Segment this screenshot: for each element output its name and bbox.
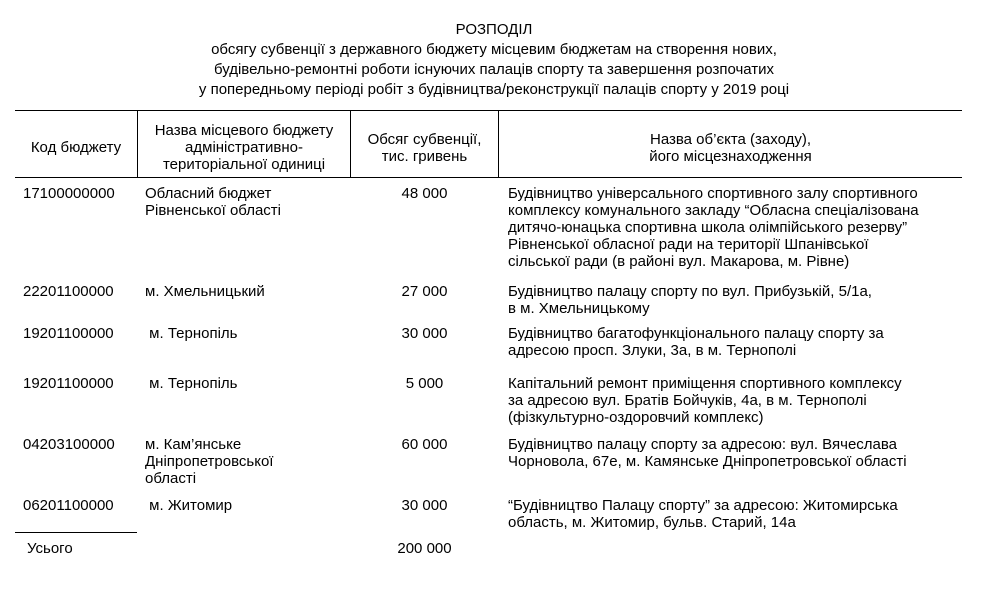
table-row-1-code: 17100000000: [23, 185, 115, 202]
table-row-2-amount: 27 000: [401, 283, 448, 300]
column-header-amount: [351, 131, 498, 165]
column-header-budget-name-line-3: територіальної одиниці: [162, 156, 326, 173]
total-amount: 200 000: [397, 540, 452, 557]
column-header-amount-line-2: тис. гривень: [381, 148, 468, 165]
total-label: Усього: [27, 540, 73, 557]
column-header-object: [499, 131, 962, 165]
column-header-object-line-2: його місцезнаходження: [649, 148, 812, 165]
table-row-2-budget: м. Хмельницький: [145, 283, 265, 300]
table-row-4-budget: м. Тернопіль: [145, 375, 238, 392]
table-row-3-object: Будівництво багатофункціонального палацу спорту за адресою просп. Злуки, 3а, в м. Тернополі: [508, 325, 884, 359]
column-header-budget-name: [138, 122, 350, 173]
document-subtitle-line-1: обсягу субвенції з державного бюджету місцевим бюджетам на створення нових,: [211, 41, 777, 58]
table-row-3-code: 19201100000: [23, 325, 114, 342]
table-header-bottom-rule: [15, 177, 962, 178]
table-row-5-object: Будівництво палацу спорту за адресою: вул. Вячеслава Чорновола, 67е, м. Камянське Дніпропетровської області: [508, 436, 907, 470]
table-row-5-amount: 60 000: [401, 436, 448, 453]
table-top-rule: [15, 110, 962, 111]
table-row-5-code: 04203100000: [23, 436, 115, 453]
table-row-6-amount: 30 000: [401, 497, 448, 514]
column-header-amount-line-1: Обсяг субвенції,: [367, 131, 482, 148]
column-header-object-line-1: Назва об’єкта (заходу),: [649, 131, 812, 148]
table-row-6-code: 06201100000: [23, 497, 114, 514]
document-subtitle-line-2: будівельно-ремонтні роботи існуючих палаців спорту та завершення розпочатих: [213, 61, 775, 78]
table-row-3-budget: м. Тернопіль: [145, 325, 238, 342]
table-row-5-budget: м. Кам’янське Дніпропетровської області: [145, 436, 274, 487]
document-subtitle-line-3: у попередньому періоді робіт з будівництва/реконструкції палаців спорту у 2019 році: [198, 81, 790, 98]
table-row-6-budget: м. Житомир: [145, 497, 233, 514]
document-title-block: [0, 20, 988, 100]
table-row-4-amount: 5 000: [405, 375, 444, 392]
table-row-2-object: Будівництво палацу спорту по вул. Прибузькій, 5/1а, в м. Хмельницькому: [508, 283, 872, 317]
table-row-1-object: Будівництво універсального спортивного залу спортивного комплексу комунального закладу “Обласна спеціалізована дитячо-юнацька спортивна школа олімпійського резерву” Рівненської обласної ради на території Шпанівської сільської ради (в районі вул. Макарова, м. Рівне): [508, 185, 919, 270]
table-row-4-code: 19201100000: [23, 375, 114, 392]
document-title: РОЗПОДІЛ: [455, 21, 533, 38]
table-row-1-budget: Обласний бюджет Рівненської області: [145, 185, 281, 219]
column-header-budget-name-line-2: адміністративно-: [185, 139, 303, 156]
column-header-code: Код бюджету: [30, 139, 122, 156]
table-row-6-object: “Будівництво Палацу спорту” за адресою: Житомирська область, м. Житомир, бульв. Старий, 14а: [508, 497, 898, 531]
total-separator-rule: [15, 532, 137, 533]
table-row-2-code: 22201100000: [23, 283, 114, 300]
column-header-budget-name-line-1: Назва місцевого бюджету: [154, 122, 334, 139]
table-row-1-amount: 48 000: [401, 185, 448, 202]
table-row-4-object: Капітальний ремонт приміщення спортивного комплексу за адресою вул. Братів Бойчуків, 4а, в м. Тернополі (фізкультурно-оздоровчий комплекс): [508, 375, 902, 426]
table-row-3-amount: 30 000: [401, 325, 448, 342]
